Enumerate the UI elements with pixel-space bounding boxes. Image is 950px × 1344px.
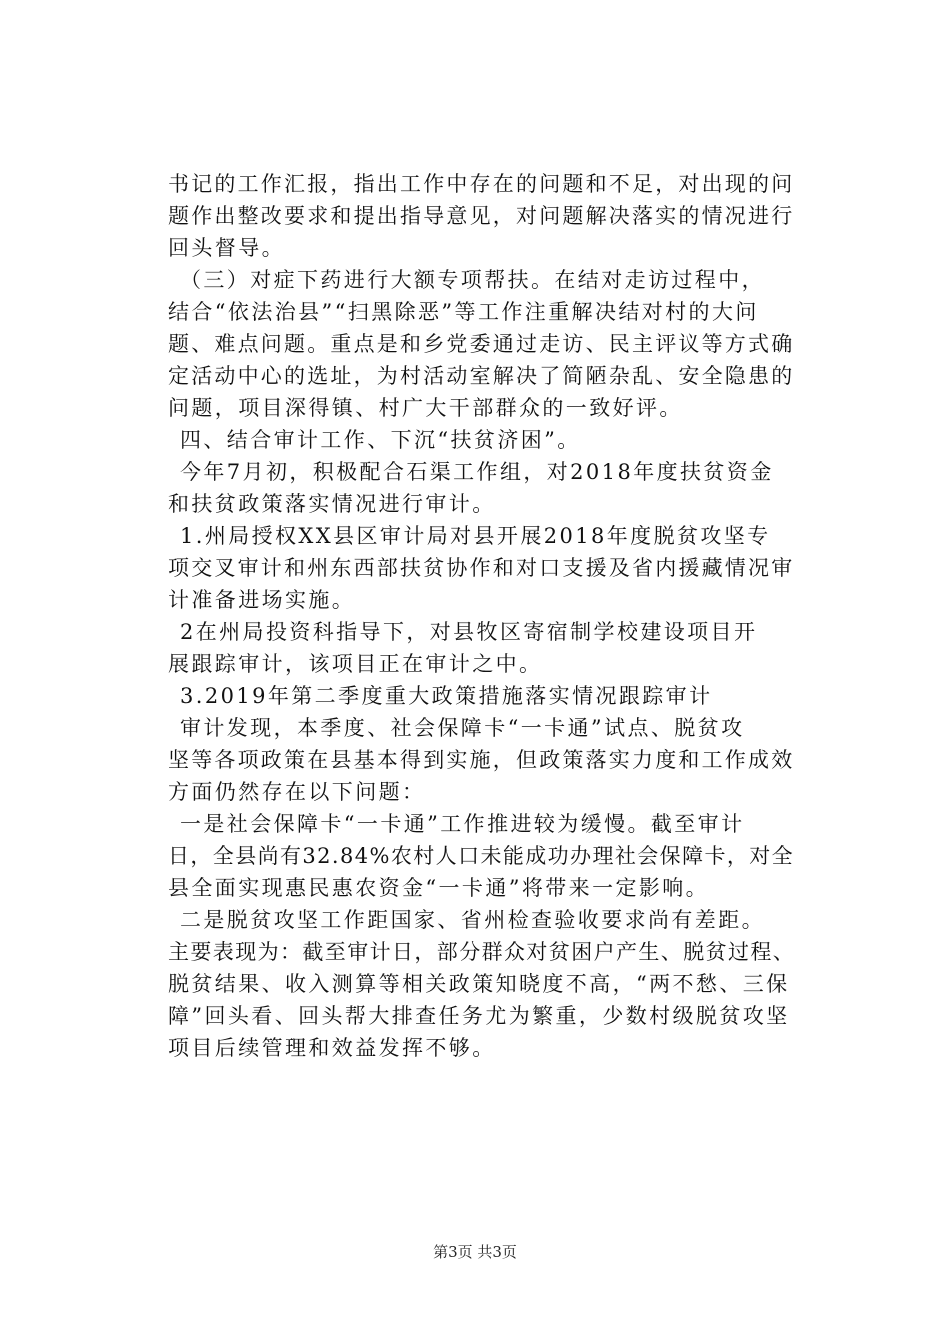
text-line: 主要表现为：截至审计日，部分群众对贫困户产生、脱贫过程、 <box>168 940 796 964</box>
text-line: 题、难点问题。重点是和乡党委通过走访、民主评议等方式确 <box>168 332 795 356</box>
text-line: 2在州局投资科指导下，对县牧区寄宿制学校建设项目开 <box>180 620 758 644</box>
text-line: 日，全县尚有32.84%农村人口未能成功办理社会保障卡，对全 <box>168 844 795 868</box>
text-line: 项目后续管理和效益发挥不够。 <box>168 1036 496 1060</box>
text-line: 坚等各项政策在县基本得到实施，但政策落实力度和工作成效 <box>168 748 795 772</box>
text-line: 题作出整改要求和提出指导意见，对问题解决落实的情况进行 <box>168 204 795 228</box>
text-line: 脱贫结果、收入测算等相关政策知晓度不高，“两不愁、三保 <box>168 972 790 996</box>
text-line: 和扶贫政策落实情况进行审计。 <box>168 492 496 516</box>
text-line: 项交叉审计和州东西部扶贫协作和对口支援及省内援藏情况审 <box>168 556 795 580</box>
text-line: 方面仍然存在以下问题： <box>168 780 426 804</box>
text-line: 回头督导。 <box>168 236 285 260</box>
text-line: 二是脱贫攻坚工作距国家、省州检查验收要求尚有差距。 <box>180 908 765 932</box>
text-line: 定活动中心的选址，为村活动室解决了简陋杂乱、安全隐患的 <box>168 364 795 388</box>
text-line: 四、结合审计工作、下沉“扶贫济困”。 <box>180 428 581 452</box>
text-line: 计准备进场实施。 <box>168 588 356 612</box>
text-line: 展跟踪审计，该项目正在审计之中。 <box>168 652 543 676</box>
text-line: 结合“依法治县”“扫黑除恶”等工作注重解决结对村的大问 <box>168 300 759 324</box>
text-line: （三）对症下药进行大额专项帮扶。在结对走访过程中， <box>180 268 765 292</box>
text-line: 书记的工作汇报，指出工作中存在的问题和不足，对出现的问 <box>168 172 795 196</box>
text-line: 障”回头看、回头帮大排查任务尤为繁重，少数村级脱贫攻坚 <box>168 1004 790 1028</box>
text-line: 一是社会保障卡“一卡通”工作推进较为缓慢。截至审计 <box>180 812 745 836</box>
text-line: 审计发现，本季度、社会保障卡“一卡通”试点、脱贫攻 <box>180 716 745 740</box>
text-line: 1.州局授权XX县区审计局对县开展2018年度脱贫攻坚专 <box>180 524 771 548</box>
text-line: 今年7月初，积极配合石渠工作组，对2018年度扶贫资金 <box>180 460 774 484</box>
text-line: 县全面实现惠民惠农资金“一卡通”将带来一定影响。 <box>168 876 710 900</box>
page-footer: 第3页 共3页 <box>433 1243 517 1261</box>
document-body <box>168 168 796 1064</box>
text-line: 问题，项目深得镇、村广大干部群众的一致好评。 <box>168 396 683 420</box>
text-line: 3.2019年第二季度重大政策措施落实情况跟踪审计 <box>180 684 713 708</box>
